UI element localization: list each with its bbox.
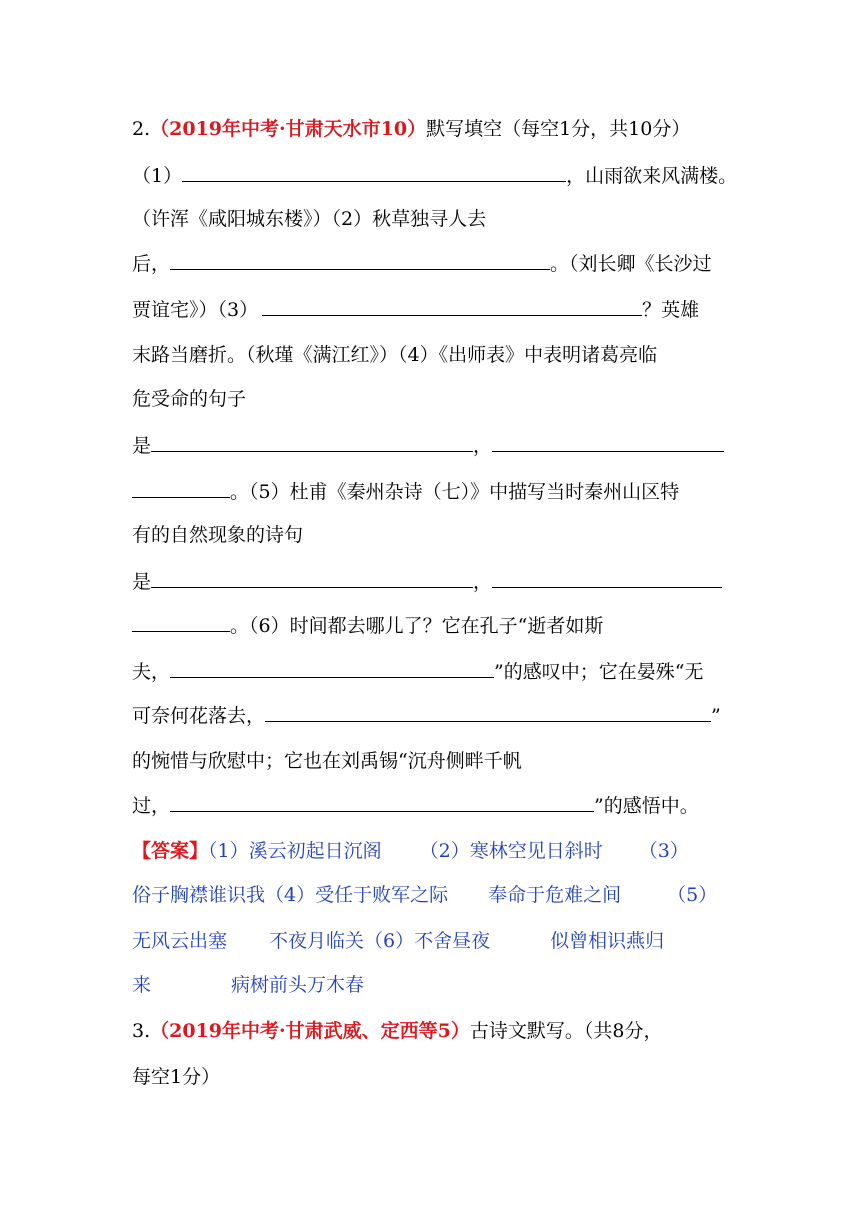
item-label: （4） [398,344,439,366]
q2-number: 2. [132,118,151,140]
prompt-text: 危受命的句子 [132,388,247,410]
prompt-text: 的惋惜与欣慰中；它也在刘禹锡“沉舟侧畔千帆 [132,750,522,772]
q3-number: 3. [132,1020,151,1042]
answer-text: 病树前头万木春 [231,974,365,996]
prompt-text: 是 [132,571,152,593]
prompt-text: 杜甫《秦州杂诗（七）》中描写当时秦州山区特 [289,481,680,503]
answer-line-2 [132,882,717,908]
item-label: （3） [217,299,259,321]
punctuation: 。 [230,615,250,637]
q2-item4-text [132,386,246,412]
answer-blank[interactable] [170,658,494,678]
punctuation: ” [711,705,721,727]
q2-source: （2019年中考·甘肃天水市10） [150,118,427,140]
q2-header [132,116,690,142]
answer-blank[interactable] [492,432,724,452]
answer-text: （2）寒林空见日斜时 [419,840,603,862]
q2-item4 [132,432,724,459]
punctuation: ， [473,571,493,593]
q2-item6 [132,612,603,639]
answer-text: 不夜月临关（6）不舍昼夜 [269,930,491,952]
answer-text: （3） [638,840,689,862]
q2-item2 [132,250,712,277]
poem-source: （许浑《咸阳城东楼》） [132,208,332,230]
prompt-text: ”的感悟中。 [594,795,699,817]
q2-item6-line5 [132,792,699,819]
q2-item5 [132,478,679,505]
q2-item6-line3 [132,702,721,729]
punctuation: ， [473,435,493,457]
prompt-text: ”的感叹中；它在晏殊“无 [494,661,704,683]
answer-text: （1）溪云初起日沉阁 [208,840,382,862]
answer-blank[interactable] [151,432,473,452]
answer-blank[interactable] [492,568,722,588]
answer-line-1 [132,838,689,864]
answer-blank[interactable] [262,296,642,316]
prompt-text: 夫， [132,661,171,683]
answer-label: 【答案】 [132,840,209,862]
prompt-text: 是 [132,435,152,457]
poem-source: 。（刘长卿《长沙过 [550,253,712,275]
q2-item1-source [132,206,486,232]
q2-item6-line4 [132,748,522,774]
answer-text: 似曾相识燕归 [550,930,665,952]
answer-text: 奉命于危难之间 [488,884,622,906]
answer-blank[interactable] [265,702,711,722]
item-label: （6） [249,615,290,637]
q2-item5-blanks [132,568,722,595]
q2-item1 [132,162,737,189]
punctuation: 。 [230,481,250,503]
poem-text: 秋草独寻人去 [372,208,487,230]
prompt-text: 时间都去哪儿了？它在孔子“逝者如斯 [289,615,604,637]
answer-blank[interactable] [170,792,594,812]
answer-line-3 [132,928,664,954]
poem-text: ？英雄 [642,299,700,321]
answer-text: 无风云出塞 [132,930,228,952]
prompt-text: 可奈何花落去， [132,705,266,727]
q2-instruction: 默写填空（每空1分，共10分） [426,118,691,140]
answer-text: 来 [132,974,152,996]
q3-instruction: 古诗文默写。（共8分， [469,1020,663,1042]
poem-text: 末路当磨折。（秋瑾《满江红》） [132,344,399,366]
q2-item6-line2 [132,658,703,685]
answer-text: 俗子胸襟谁识我（4）受任于败军之际 [132,884,449,906]
item-label: （1） [132,165,183,187]
q3-instruction: 每空1分） [132,1066,221,1088]
q2-item5-text [132,522,303,548]
answer-blank[interactable] [182,162,566,182]
q2-item3 [132,296,699,323]
prompt-text: 过， [132,795,171,817]
prompt-text: 有的自然现象的诗句 [132,524,304,546]
poem-source: 贾谊宅》） [132,299,218,321]
q3-header [132,1018,662,1044]
answer-blank[interactable] [170,250,550,270]
q3-instruction-cont [132,1064,220,1090]
item-label: （5） [249,481,290,503]
prompt-text: 《出师表》中表明诸葛亮临 [438,344,658,366]
q2-item3-cont [132,342,657,368]
item-label: （2） [331,208,373,230]
answer-line-4 [132,972,364,998]
q3-source: （2019年中考·甘肃武威、定西等5） [150,1020,470,1042]
answer-blank[interactable] [132,612,230,632]
answer-blank[interactable] [151,568,473,588]
answer-blank[interactable] [132,478,230,498]
answer-text: （5） [667,884,718,906]
poem-text: 后， [132,253,171,275]
poem-text: ，山雨欲来风满楼。 [566,165,738,187]
